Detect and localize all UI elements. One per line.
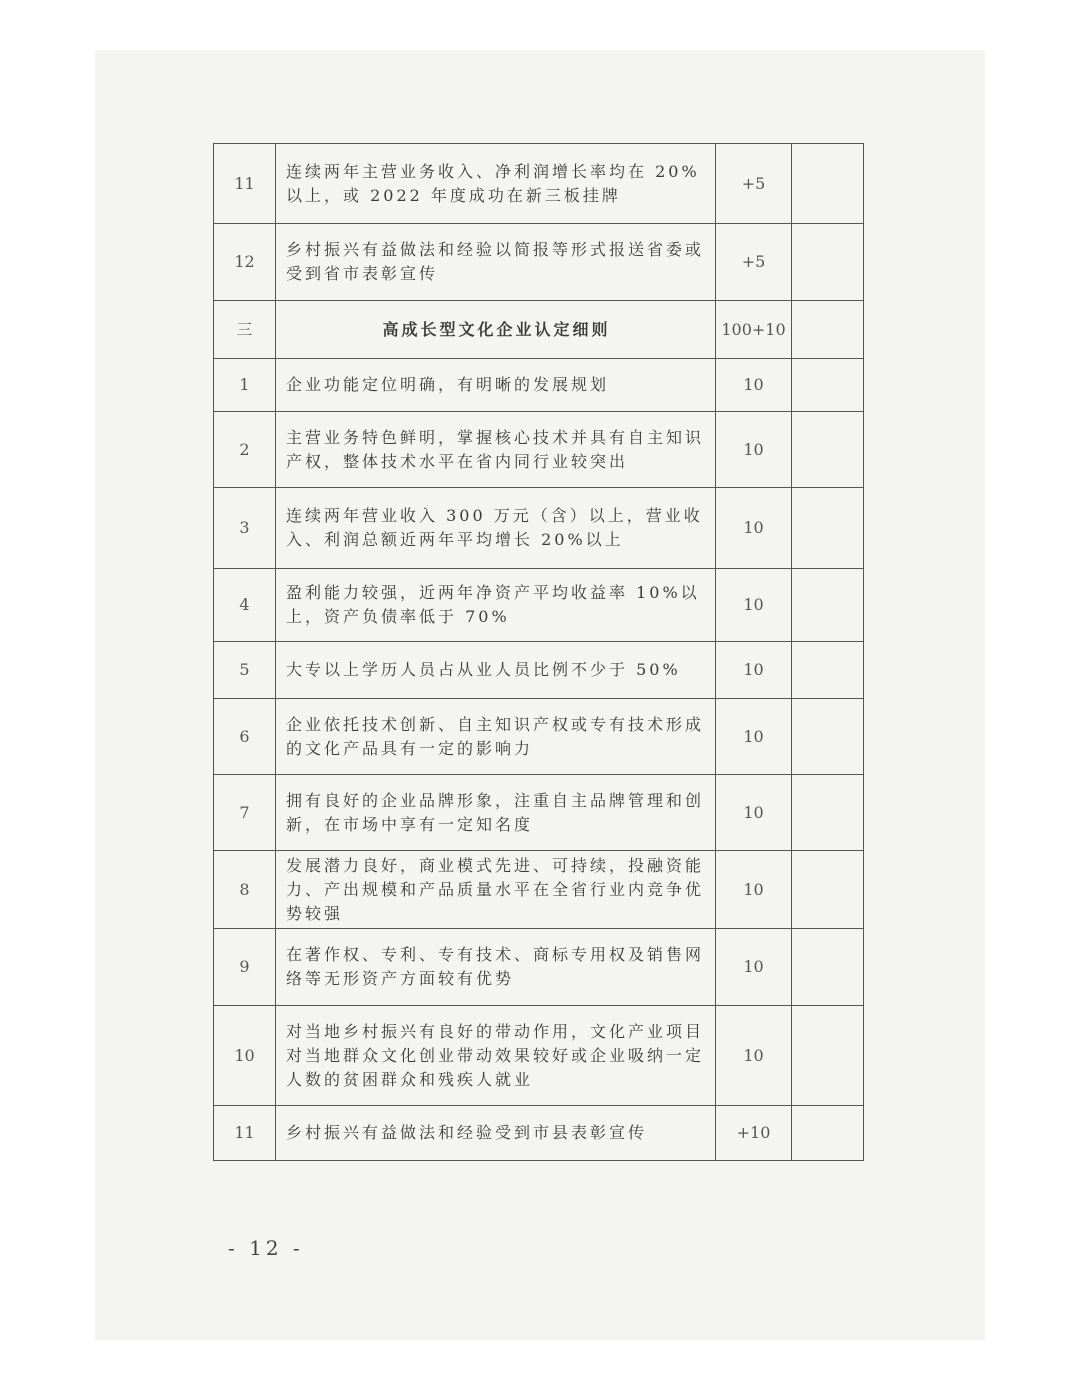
section-header-row (214, 301, 864, 359)
row-number: 4 (214, 569, 276, 642)
table-row (214, 642, 864, 699)
row-number: 三 (214, 301, 276, 359)
criterion-text: 企业依托技术创新、自主知识产权或专有技术形成的文化产品具有一定的影响力 (276, 699, 716, 775)
criterion-text: 在著作权、专利、专有技术、商标专用权及销售网络等无形资产方面较有优势 (276, 929, 716, 1006)
section-title: 高成长型文化企业认定细则 (276, 301, 716, 359)
criterion-text: 企业功能定位明确，有明晰的发展规划 (276, 359, 716, 412)
score: 10 (716, 488, 792, 569)
row-number: 7 (214, 775, 276, 851)
score: 10 (716, 412, 792, 488)
score: 100+10 (716, 301, 792, 359)
remark-cell (792, 359, 864, 412)
score: 10 (716, 775, 792, 851)
row-number: 12 (214, 224, 276, 301)
score: 10 (716, 1006, 792, 1106)
criterion-text: 连续两年主营业务收入、净利润增长率均在 20%以上，或 2022 年度成功在新三板挂牌 (276, 144, 716, 224)
row-number: 5 (214, 642, 276, 699)
criteria-table (213, 143, 864, 1161)
remark-cell (792, 488, 864, 569)
table-row (214, 775, 864, 851)
row-number: 10 (214, 1006, 276, 1106)
table-row (214, 851, 864, 929)
table-row (214, 699, 864, 775)
criterion-text: 对当地乡村振兴有良好的带动作用，文化产业项目对当地群众文化创业带动效果较好或企业吸纳一定人数的贫困群众和残疾人就业 (276, 1006, 716, 1106)
remark-cell (792, 775, 864, 851)
score: 10 (716, 569, 792, 642)
row-number: 8 (214, 851, 276, 929)
row-number: 3 (214, 488, 276, 569)
remark-cell (792, 699, 864, 775)
remark-cell (792, 144, 864, 224)
criterion-text: 连续两年营业收入 300 万元（含）以上，营业收入、利润总额近两年平均增长 20%以上 (276, 488, 716, 569)
row-number: 2 (214, 412, 276, 488)
score: 10 (716, 699, 792, 775)
criterion-text: 主营业务特色鲜明，掌握核心技术并具有自主知识产权，整体技术水平在省内同行业较突出 (276, 412, 716, 488)
score: 10 (716, 929, 792, 1006)
score: 10 (716, 642, 792, 699)
row-number: 9 (214, 929, 276, 1006)
table-row (214, 569, 864, 642)
remark-cell (792, 1106, 864, 1161)
row-number: 11 (214, 144, 276, 224)
remark-cell (792, 929, 864, 1006)
table-row (214, 488, 864, 569)
row-number: 6 (214, 699, 276, 775)
row-number: 1 (214, 359, 276, 412)
criterion-text: 发展潜力良好，商业模式先进、可持续，投融资能力、产出规模和产品质量水平在全省行业内竞争优势较强 (276, 851, 716, 929)
score: +5 (716, 144, 792, 224)
criterion-text: 大专以上学历人员占从业人员比例不少于 50% (276, 642, 716, 699)
score: +5 (716, 224, 792, 301)
score: +10 (716, 1106, 792, 1161)
score: 10 (716, 851, 792, 929)
remark-cell (792, 224, 864, 301)
remark-cell (792, 851, 864, 929)
criterion-text: 盈利能力较强，近两年净资产平均收益率 10%以上，资产负债率低于 70% (276, 569, 716, 642)
table-row (214, 1006, 864, 1106)
page-number: - 12 - (228, 1236, 304, 1260)
remark-cell (792, 301, 864, 359)
table-row (214, 224, 864, 301)
table-row (214, 1106, 864, 1161)
table-row (214, 144, 864, 224)
table-row (214, 929, 864, 1006)
remark-cell (792, 569, 864, 642)
criterion-text: 乡村振兴有益做法和经验以简报等形式报送省委或受到省市表彰宣传 (276, 224, 716, 301)
table-row (214, 412, 864, 488)
remark-cell (792, 412, 864, 488)
remark-cell (792, 1006, 864, 1106)
table-row (214, 359, 864, 412)
row-number: 11 (214, 1106, 276, 1161)
criterion-text: 乡村振兴有益做法和经验受到市县表彰宣传 (276, 1106, 716, 1161)
score: 10 (716, 359, 792, 412)
criterion-text: 拥有良好的企业品牌形象，注重自主品牌管理和创新，在市场中享有一定知名度 (276, 775, 716, 851)
remark-cell (792, 642, 864, 699)
